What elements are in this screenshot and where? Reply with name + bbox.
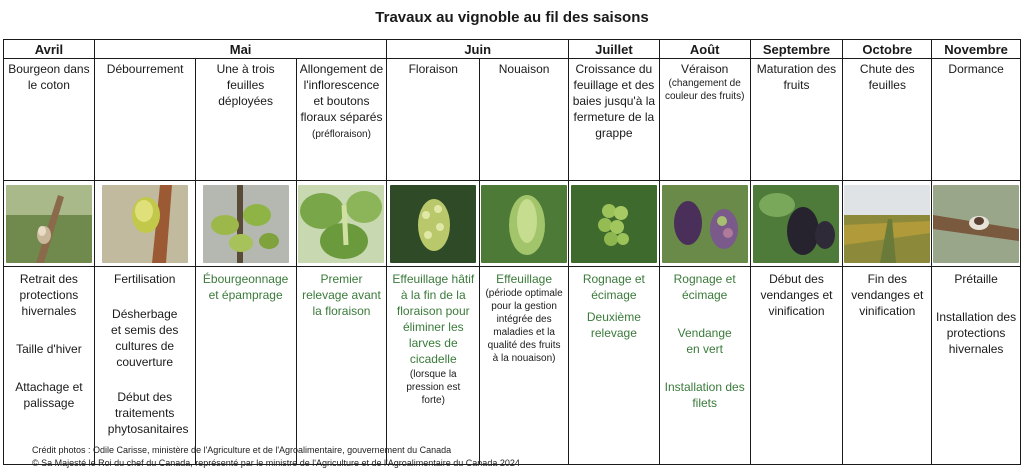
month-octobre: Octobre	[843, 40, 932, 59]
works-row	[4, 267, 1021, 465]
work-cell	[195, 267, 296, 465]
work-item: Installation des filets	[664, 380, 745, 410]
page-title: Travaux au vignoble au fil des saisons	[375, 9, 649, 26]
ripe-grapes-photo-icon	[753, 185, 839, 263]
stage-label: Maturation des fruits	[756, 62, 837, 92]
stage-cell	[387, 59, 480, 181]
work-item: Ébourgeonnage et épamprage	[202, 272, 289, 302]
stage-cell	[843, 59, 932, 181]
stage-cell	[480, 59, 569, 181]
stage-label: Nouaison	[498, 62, 550, 76]
month-juillet: Juillet	[568, 40, 659, 59]
vineyard-calendar-table	[3, 39, 1021, 465]
dormant-cane-photo-icon	[933, 185, 1019, 263]
stage-cell	[195, 59, 296, 181]
stages-row	[4, 59, 1021, 181]
work-cell	[4, 267, 95, 465]
green-berries-photo-icon	[571, 185, 657, 263]
stage-label: Débourrement	[106, 62, 184, 76]
work-item: Effeuillage	[496, 272, 552, 286]
vineyard-rows-photo-icon	[844, 185, 930, 263]
stage-label: Bourgeon dans le coton	[8, 62, 90, 92]
stage-cell	[4, 59, 95, 181]
month-mai: Mai	[94, 40, 387, 59]
photos-row	[4, 181, 1021, 267]
work-item: Installation des protections hivernales	[936, 310, 1017, 356]
work-item: Vendange en vert	[677, 326, 732, 356]
month-novembre: Novembre	[932, 40, 1021, 59]
stage-note: (changement de couleur des fruits)	[664, 78, 745, 102]
work-cell	[843, 267, 932, 465]
work-item: Début des traitements phytosanitaires	[107, 390, 189, 436]
flowering-photo-icon	[390, 185, 476, 263]
stage-label: Croissance du feuillage et des baies jusqu'à la fermeture de la grappe	[572, 62, 656, 140]
stage-label: Allongement de l'inflorescence et boutons floraux séparés	[299, 62, 384, 124]
month-septembre: Septembre	[750, 40, 843, 59]
work-item: Rognage et écimage	[673, 272, 736, 302]
work-cell	[480, 267, 569, 465]
work-cell	[932, 267, 1021, 465]
fruit-set-photo-icon	[481, 185, 567, 263]
stage-cell	[568, 59, 659, 181]
stage-label: Dormance	[948, 62, 1004, 76]
copyright-notice: © Sa Majesté le Roi du chef du Canada, représenté par le ministre de l'Agriculture et de l'Agroalimentaire du Canada 2024	[32, 458, 520, 468]
month-aout: Août	[659, 40, 750, 59]
work-note: (période optimale pour la gestion intégrée des maladies et la qualité des fruits à la nouaison)	[485, 288, 563, 364]
work-cell	[94, 267, 195, 465]
photo-credit: Crédit photos : Odile Carisse, ministère de l'Agriculture et de l'Agroalimentaire, gouvernement du Canada	[32, 445, 452, 455]
work-item: Attachage et palissage	[15, 380, 83, 410]
budburst-photo-icon	[102, 185, 188, 263]
months-row	[4, 40, 1021, 59]
stage-note: (préfloraison)	[312, 129, 371, 140]
work-item: Début des vendanges et vinification	[760, 272, 833, 318]
work-item: Taille d'hiver	[16, 342, 82, 356]
work-cell	[750, 267, 843, 465]
stage-label: Véraison	[680, 62, 729, 76]
month-juin: Juin	[387, 40, 569, 59]
stage-cell	[659, 59, 750, 181]
veraison-grapes-photo-icon	[662, 185, 748, 263]
stage-cell	[94, 59, 195, 181]
work-cell	[659, 267, 750, 465]
stage-label: Une à trois feuilles déployées	[216, 62, 275, 108]
month-avril: Avril	[4, 40, 95, 59]
work-item: Rognage et écimage	[582, 272, 645, 302]
work-item: Retrait des protections hivernales	[19, 272, 79, 318]
leaves-photo-icon	[203, 185, 289, 263]
work-item: Deuxième relevage	[586, 310, 641, 340]
work-item: Premier relevage avant la floraison	[302, 272, 381, 318]
inflorescence-photo-icon	[298, 185, 384, 263]
stage-cell	[750, 59, 843, 181]
stage-cell	[932, 59, 1021, 181]
work-item: Fin des vendanges et vinification	[851, 272, 924, 318]
work-cell	[296, 267, 387, 465]
work-note: (lorsque la pression est forte)	[406, 369, 461, 406]
work-cell	[568, 267, 659, 465]
work-item: Effeuillage hâtif à la fin de la floraison pour éliminer les larves de cicadelle	[392, 272, 475, 366]
work-item: Fertilisation	[114, 272, 176, 286]
work-cell	[387, 267, 480, 465]
credits	[32, 444, 520, 470]
stage-label: Chute des feuilles	[859, 62, 915, 92]
stage-label: Floraison	[408, 62, 458, 76]
stage-cell	[296, 59, 387, 181]
work-item: Désherbage et semis des cultures de couverture	[111, 307, 179, 369]
work-item: Prétaille	[954, 272, 998, 286]
dormant-bud-photo-icon	[6, 185, 92, 263]
